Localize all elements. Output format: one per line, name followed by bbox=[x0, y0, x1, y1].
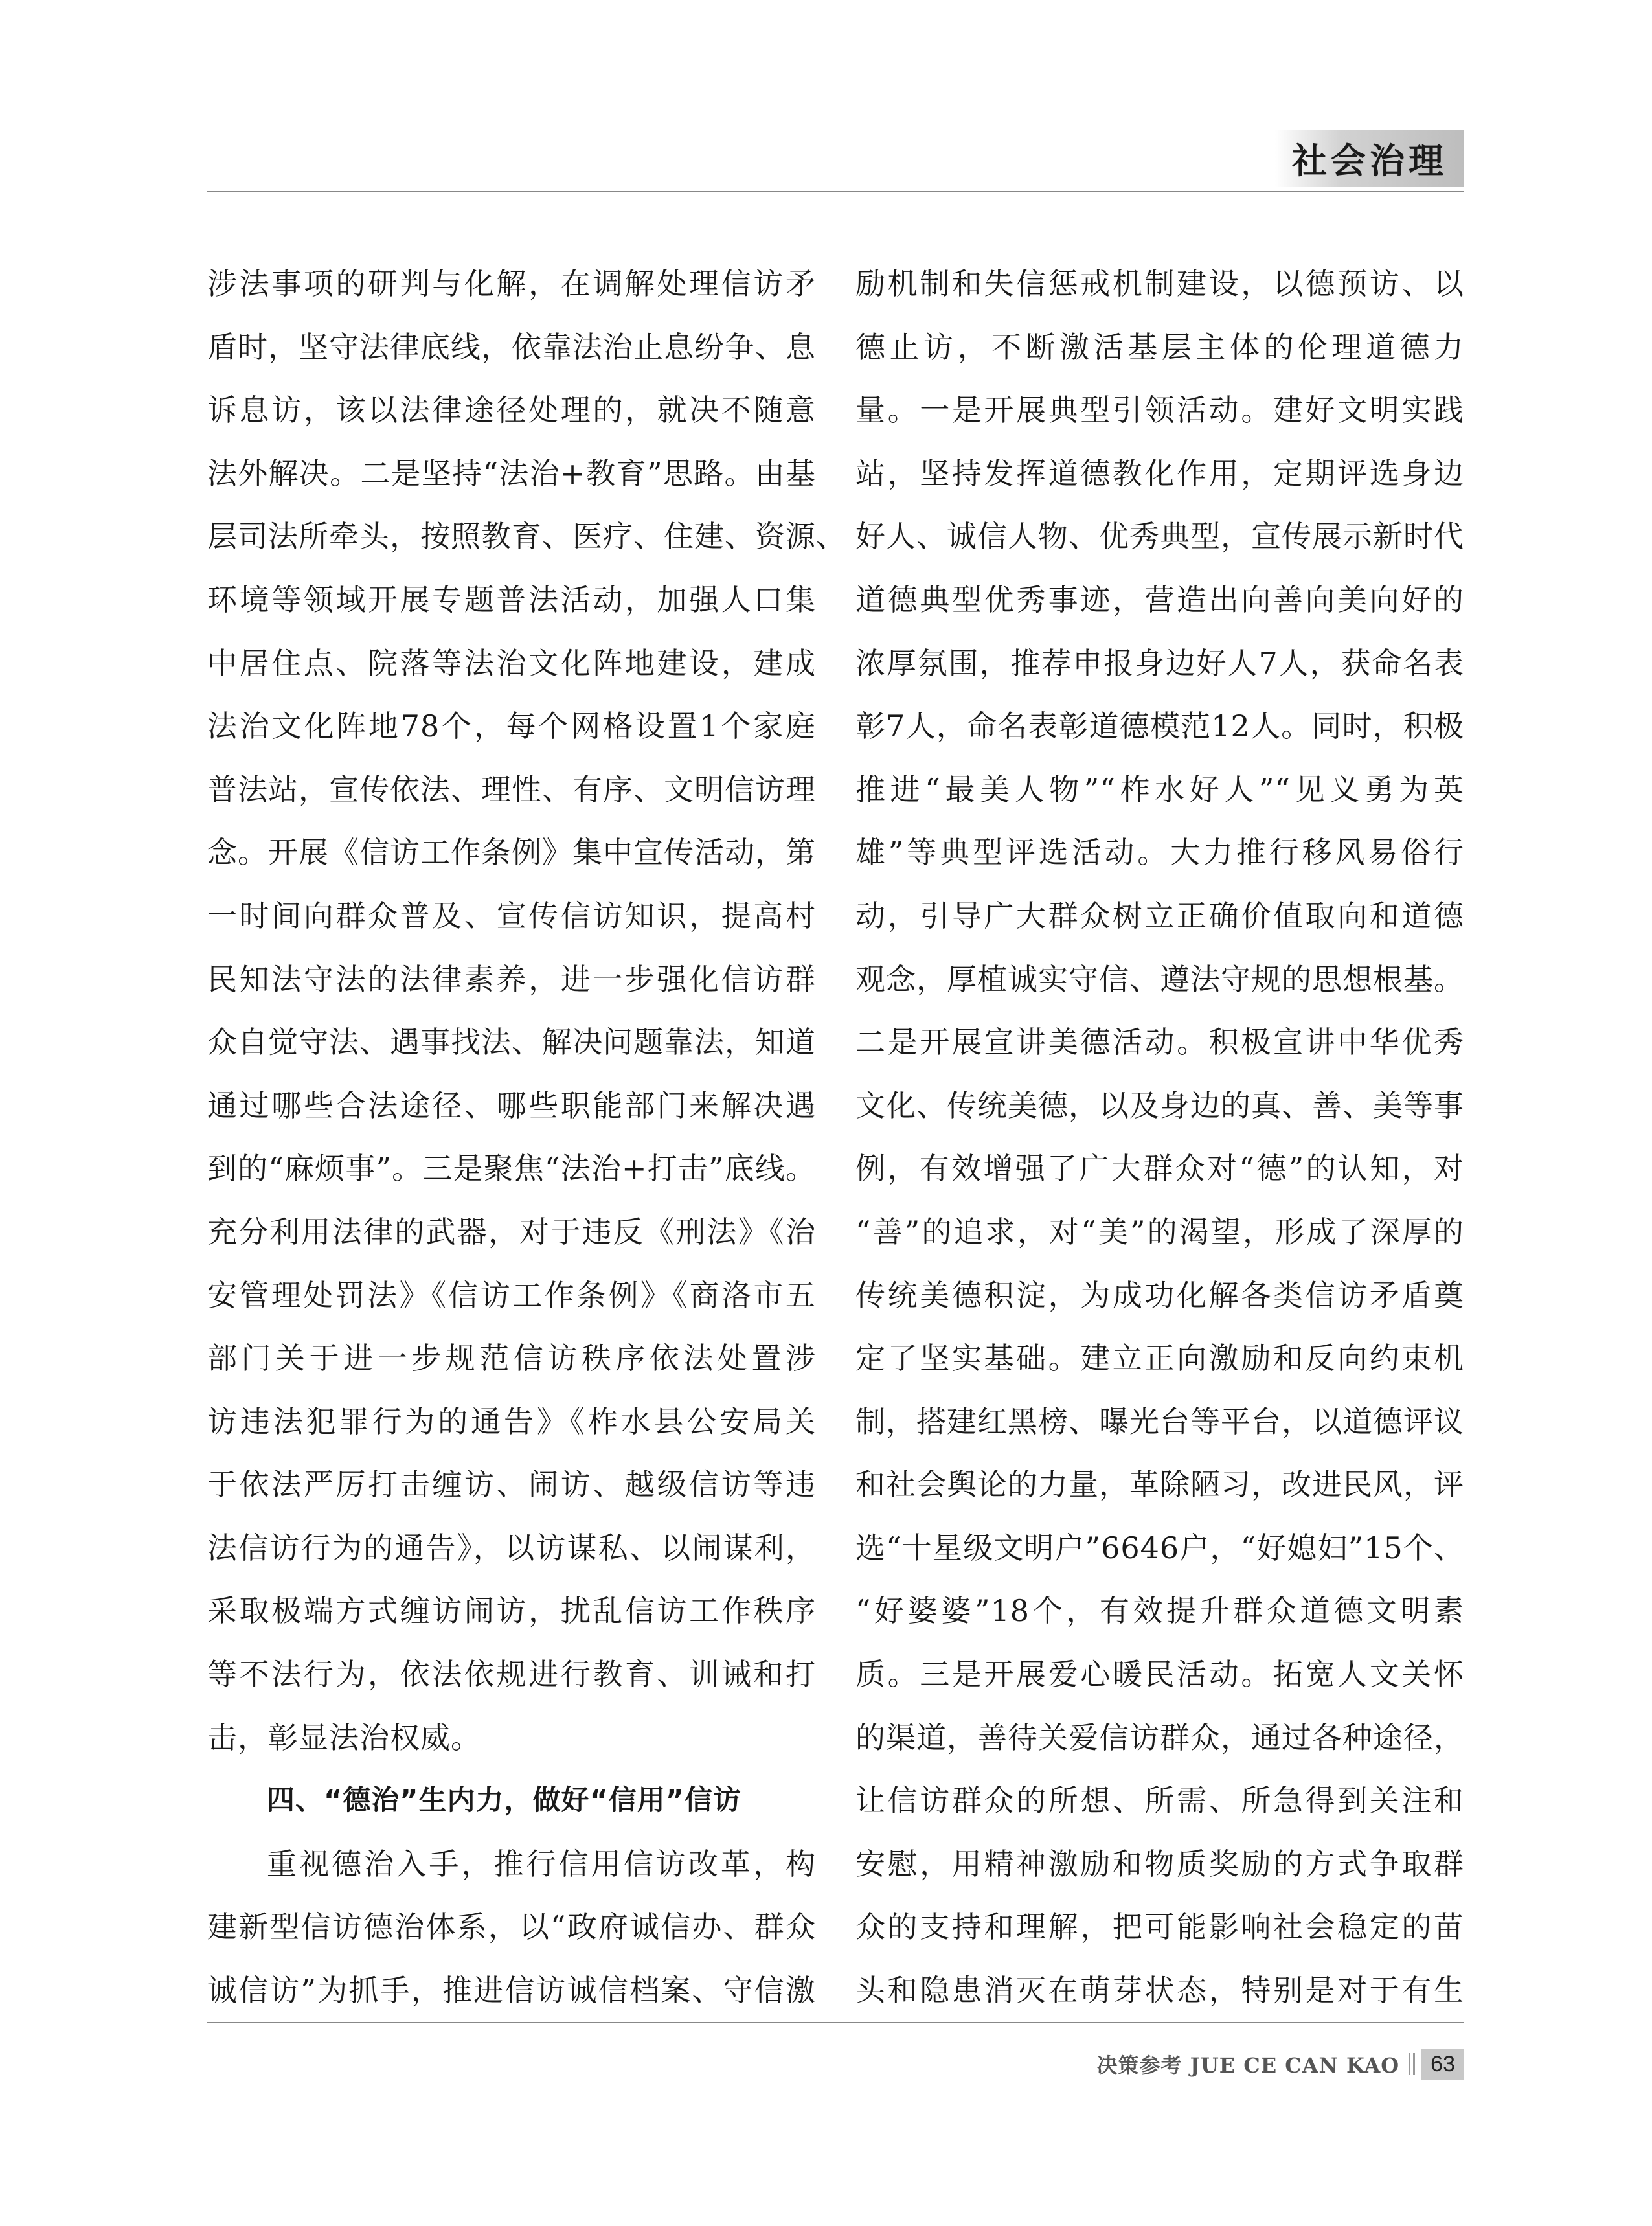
text-line: 动，引导广大群众树立正确价值取向和道德 bbox=[855, 898, 1464, 933]
text-line: 励机制和失信惩戒机制建设，以德预访、以 bbox=[855, 266, 1464, 301]
text-line: 浓厚氛围，推荐申报身边好人7人，获命名表 bbox=[855, 645, 1464, 681]
text-line: 法信访行为的通告》，以访谋私、以闹谋利， bbox=[207, 1530, 816, 1565]
text-line: 彰7人，命名表彰道德模范12人。同时，积极 bbox=[855, 709, 1464, 744]
text-line: 击，彰显法治权威。 bbox=[207, 1720, 481, 1755]
text-line: 文化、传统美德，以及身边的真、善、美等事 bbox=[855, 1087, 1464, 1123]
text-line: 中居住点、院落等法治文化阵地建设，建成 bbox=[207, 645, 816, 681]
text-line: “好婆婆”18个，有效提升群众道德文明素 bbox=[855, 1593, 1464, 1629]
text-line: 制，搭建红黑榜、曝光台等平台，以道德评议 bbox=[855, 1403, 1464, 1439]
text-line: 道德典型优秀事迹，营造出向善向美向好的 bbox=[855, 582, 1464, 617]
text-line: 于依法严厉打击缠访、闹访、越级信访等违 bbox=[207, 1467, 816, 1503]
text-line: 访违法犯罪行为的通告》《柞水县公安局关 bbox=[207, 1403, 816, 1439]
text-line: 安慰，用精神激励和物质奖励的方式争取群 bbox=[855, 1846, 1464, 1881]
page-number: 63 bbox=[1421, 2049, 1464, 2080]
text-line: 一时间向群众普及、宣传信访知识，提高村 bbox=[207, 898, 816, 933]
text-line: 涉法事项的研判与化解，在调解处理信访矛 bbox=[207, 266, 816, 301]
text-line: 众自觉守法、遇事找法、解决问题靠法，知道 bbox=[207, 1025, 816, 1060]
page-footer bbox=[1097, 2049, 1464, 2080]
text-line: 二是开展宣讲美德活动。积极宣讲中华优秀 bbox=[855, 1025, 1464, 1060]
text-line: 例，有效增强了广大群众对“德”的认知，对 bbox=[855, 1151, 1464, 1187]
text-line: 头和隐患消灭在萌芽状态，特别是对于有生 bbox=[855, 1973, 1464, 2008]
section-tag: 社会治理 bbox=[1275, 130, 1464, 187]
text-line: 到的“麻烦事”。三是聚焦“法治+打击”底线。 bbox=[207, 1151, 816, 1187]
text-line: 普法站，宣传依法、理性、有序、文明信访理 bbox=[207, 771, 816, 807]
text-line: 民知法守法的法律素养，进一步强化信访群 bbox=[207, 961, 816, 997]
right-column bbox=[855, 253, 1464, 2023]
text-line: 量。一是开展典型引领活动。建好文明实践 bbox=[855, 392, 1464, 428]
text-line: 站，坚持发挥道德教化作用，定期评选身边 bbox=[855, 455, 1464, 491]
text-line: 观念，厚植诚实守信、遵法守规的思想根基。 bbox=[855, 961, 1464, 997]
top-divider bbox=[207, 191, 1464, 192]
text-line: 建新型信访德治体系，以“政府诚信办、群众 bbox=[207, 1909, 816, 1945]
text-line: 诚信访”为抓手，推进信访诚信档案、守信激 bbox=[207, 1973, 816, 2008]
text-line: 念。开展《信访工作条例》集中宣传活动，第 bbox=[207, 835, 816, 870]
text-line: 安管理处罚法》《信访工作条例》《商洛市五 bbox=[207, 1277, 816, 1313]
text-line: 法外解决。二是坚持“法治+教育”思路。由基 bbox=[207, 455, 816, 491]
text-line: 环境等领域开展专题普法活动，加强人口集 bbox=[207, 582, 816, 617]
text-line: 层司法所牵头，按照教育、医疗、住建、资源、 bbox=[207, 519, 846, 554]
text-line: 部门关于进一步规范信访秩序依法处置涉 bbox=[207, 1341, 816, 1376]
text-line: “善”的追求，对“美”的渴望，形成了深厚的 bbox=[855, 1214, 1464, 1249]
text-line: 重视德治入手，推行信用信访改革，构 bbox=[267, 1846, 816, 1881]
text-line: 定了坚实基础。建立正向激励和反向约束机 bbox=[855, 1341, 1464, 1376]
section-heading: 四、“德治”生内力，做好“信用”信访 bbox=[267, 1784, 742, 1817]
footer-divider-bars bbox=[1409, 2053, 1415, 2075]
text-line: 让信访群众的所想、所需、所急得到关注和 bbox=[855, 1783, 1464, 1819]
text-line: 的渠道，善待关爱信访群众，通过各种途径， bbox=[855, 1720, 1464, 1755]
bottom-divider bbox=[207, 2022, 1464, 2023]
text-line: 等不法行为，依法依规进行教育、训诫和打 bbox=[207, 1657, 816, 1692]
text-line: 雄”等典型评选活动。大力推行移风易俗行 bbox=[855, 835, 1464, 870]
left-column bbox=[207, 253, 846, 2023]
text-line: 盾时，坚守法律底线，依靠法治止息纷争、息 bbox=[207, 329, 816, 365]
text-line: 采取极端方式缠访闹访，扰乱信访工作秩序 bbox=[207, 1593, 816, 1629]
text-line: 法治文化阵地78个，每个网格设置1个家庭 bbox=[207, 709, 816, 744]
text-line: 充分利用法律的武器，对于违反《刑法》《治 bbox=[207, 1214, 816, 1249]
text-line: 好人、诚信人物、优秀典型，宣传展示新时代 bbox=[855, 519, 1464, 554]
text-line: 德止访，不断激活基层主体的伦理道德力 bbox=[855, 329, 1464, 365]
journal-name: 决策参考 JUE CE CAN KAO bbox=[1096, 2053, 1400, 2078]
text-line: 众的支持和理解，把可能影响社会稳定的苗 bbox=[855, 1909, 1464, 1945]
text-line: 通过哪些合法途径、哪些职能部门来解决遇 bbox=[207, 1087, 816, 1123]
text-line: 诉息访，该以法律途径处理的，就决不随意 bbox=[207, 392, 816, 428]
text-line: 传统美德积淀，为成功化解各类信访矛盾奠 bbox=[855, 1277, 1464, 1313]
text-line: 和社会舆论的力量，革除陋习，改进民风，评 bbox=[855, 1467, 1464, 1503]
text-line: 推进“最美人物”“柞水好人”“见义勇为英 bbox=[855, 771, 1464, 807]
text-line: 质。三是开展爱心暖民活动。拓宽人文关怀 bbox=[855, 1657, 1464, 1692]
text-line: 选“十星级文明户”6646户，“好媳妇”15个、 bbox=[855, 1530, 1464, 1565]
